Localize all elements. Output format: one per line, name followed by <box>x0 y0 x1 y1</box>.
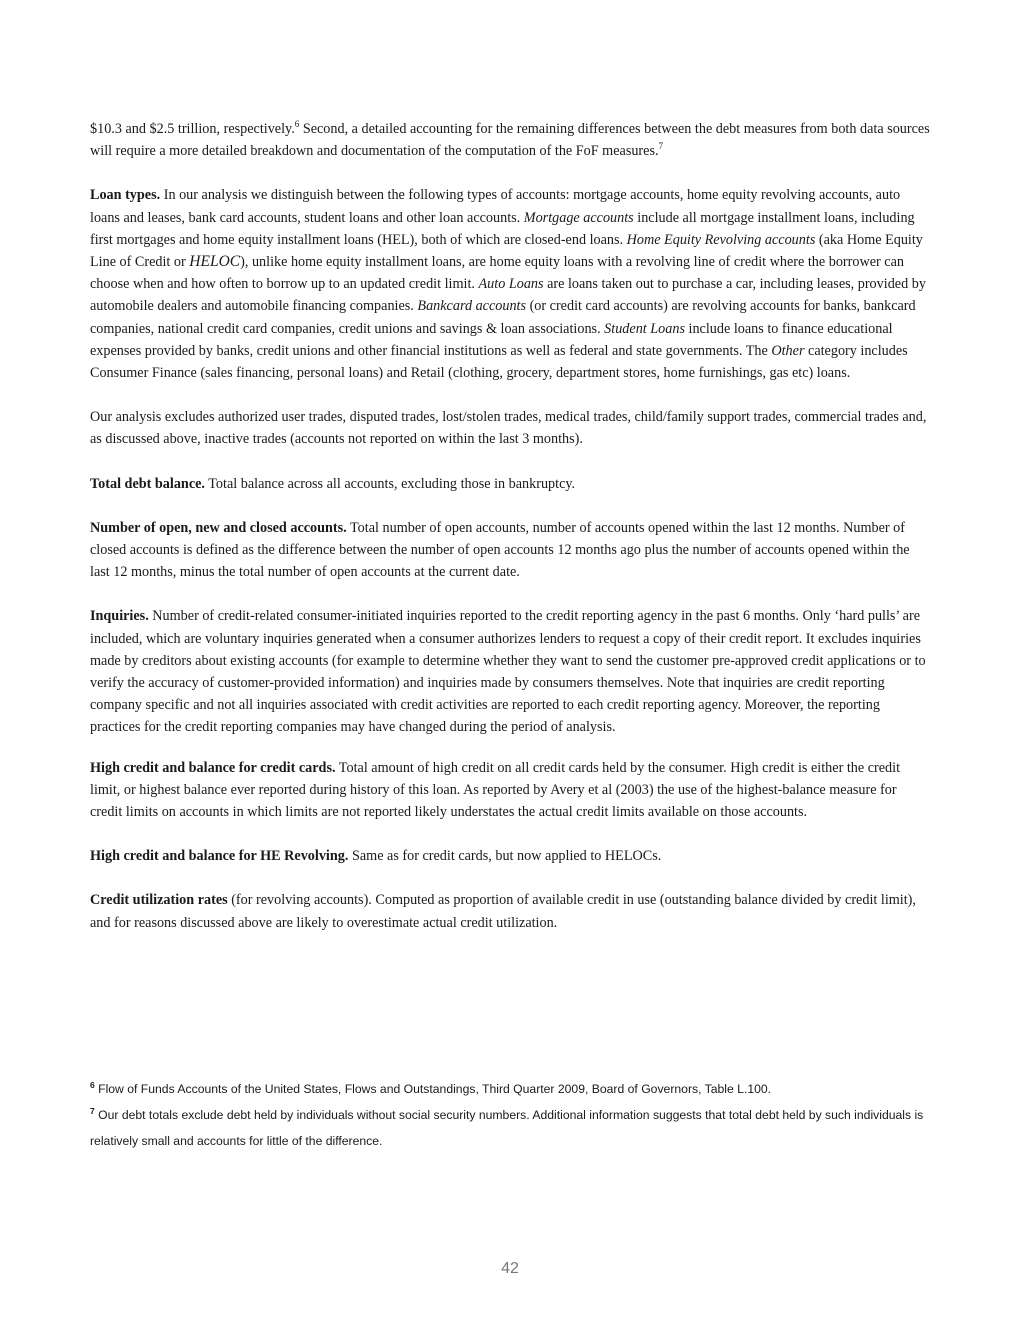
term-bankcard-accounts: Bankcard accounts <box>417 298 527 315</box>
loan-types-text-2: include all mortgage installment loans, including first mortgages and home equity installment loans (HEL), both of which are closed-end loans. <box>90 209 915 248</box>
footnote-ref-7[interactable]: 7 <box>658 141 664 152</box>
high-credit-cards-text: Total amount of high credit on all credit cards held by the consumer. High credit is either the credit limit, or highest balance ever reported during history of this loan. As reported by Avery et al (2003) the use of the highest-balance measure for credit limits on accounts in which limits are not reported likely understates the actual credit limits available on those accounts. <box>90 759 901 821</box>
total-debt-heading: Total debt balance. <box>90 475 205 492</box>
high-credit-cards-heading: High credit and balance for credit cards. <box>90 759 336 776</box>
loan-types-text-7: include loans to finance educational expenses provided by banks, credit unions and other financial institutions as well as federal and state governments. The <box>90 320 893 359</box>
loan-types-text-8: category includes Consumer Finance (sales financing, personal loans) and Retail (clothing, grocery, department stores, home furnishings, gas etc) loans. <box>90 342 908 382</box>
high-credit-he-paragraph <box>90 845 932 867</box>
loan-types-text-3: (aka Home Equity Line of Credit or <box>90 231 923 271</box>
loan-types-text-1: In our analysis we distinguish between the following types of accounts: mortgage accounts, home equity revolving accounts, auto loans and leases, bank card accounts, student loans and other loan accounts. <box>90 187 901 226</box>
term-heloc: HELOC <box>189 253 241 271</box>
term-home-equity-revolving: Home Equity Revolving accounts <box>626 231 816 248</box>
term-auto-loans: Auto Loans <box>478 276 544 293</box>
intro-text-2: Second, a detailed accounting for the remaining differences between the debt measures from both data sources will require a more detailed breakdown and documentation of the computation of the FoF measures. <box>90 121 930 160</box>
footnote-6 <box>90 1076 932 1102</box>
utilization-text: (for revolving accounts). Computed as proportion of available credit in use (outstanding balance divided by credit limit), and for reasons discussed above are likely to overestimate actual credit utilization. <box>90 892 916 931</box>
utilization-paragraph <box>90 889 932 933</box>
exclusions-paragraph <box>90 406 932 450</box>
loan-types-paragraph <box>90 184 932 384</box>
high-credit-he-heading: High credit and balance for HE Revolving. <box>90 848 349 865</box>
footnote-ref-6[interactable]: 6 <box>294 119 300 129</box>
page-body <box>90 118 932 956</box>
footnote-7 <box>90 1102 932 1154</box>
inquiries-text: Number of credit-related consumer-initiated inquiries reported to the credit reporting agency in the past 6 months. Only ‘hard pulls’ are included, which are voluntary inquiries generated when a consumer authorizes lenders to request a copy of their credit report. It excludes inquiries made by creditors about existing accounts (for example to determine whether they want to send the customer pre-approved credit applications or to verify the accuracy of customer-provided information) and inquiries made by consumers themselves. Note that inquiries are credit reporting company specific and not all inquiries associated with credit activities are reported to each credit reporting agency. Moreover, the reporting practices for the credit reporting companies may have changed during the period of analysis. <box>90 608 926 736</box>
intro-text-1: $10.3 and $2.5 trillion, respectively. <box>90 121 295 137</box>
term-student-loans: Student Loans <box>604 320 685 337</box>
term-other: Other <box>771 342 805 359</box>
footnote-text-6: Flow of Funds Accounts of the United States, Flows and Outstandings, Third Quarter 2009, Board of Governors, Table L.100. <box>94 1082 772 1096</box>
inquiries-paragraph <box>90 605 932 738</box>
footnote-mark-6: 6 <box>90 1080 95 1090</box>
utilization-heading: Credit utilization rates <box>90 892 228 909</box>
accounts-heading: Number of open, new and closed accounts. <box>90 519 347 536</box>
loan-types-text-4: ), unlike home equity installment loans, are home equity loans with a revolving line of credit where the borrower can choose when and how often to borrow up to an updated credit limit. <box>90 254 904 293</box>
page-number: 42 <box>501 1260 519 1277</box>
total-debt-paragraph <box>90 473 932 495</box>
inquiries-heading: Inquiries. <box>90 608 149 625</box>
accounts-text: Total number of open accounts, number of accounts opened within the last 12 months. Number of closed accounts is defined as the difference between the number of open accounts 12 months ago plus the number of accounts opened within the last 12 months, minus the total number of open accounts at the current date. <box>90 519 910 581</box>
intro-paragraph <box>90 118 932 162</box>
footnotes <box>90 1076 932 1154</box>
term-mortgage-accounts: Mortgage accounts <box>523 209 634 226</box>
high-credit-cards-paragraph <box>90 757 932 824</box>
exclusions-text: Our analysis excludes authorized user trades, disputed trades, lost/stolen trades, medical trades, child/family support trades, commercial trades and, as discussed above, inactive trades (accounts not reported on within the last 3 months). <box>90 409 927 448</box>
loan-types-text-5: are loans taken out to purchase a car, including leases, provided by automobile dealers and automobile financing companies. <box>90 276 926 315</box>
accounts-paragraph <box>90 517 932 584</box>
footnote-mark-7: 7 <box>90 1106 95 1116</box>
loan-types-heading: Loan types. <box>90 187 161 204</box>
loan-types-text-6: (or credit card accounts) are revolving accounts for banks, bankcard companies, national credit card companies, credit unions and savings & loan associations. <box>90 298 916 337</box>
high-credit-he-text: Same as for credit cards, but now applied to HELOCs. <box>348 848 662 865</box>
total-debt-text: Total balance across all accounts, excluding those in bankruptcy. <box>204 475 576 492</box>
footnote-text-7: Our debt totals exclude debt held by individuals without social security numbers. Additional information suggests that total debt held by such individuals is relatively small and accounts for little of the difference. <box>90 1108 924 1148</box>
